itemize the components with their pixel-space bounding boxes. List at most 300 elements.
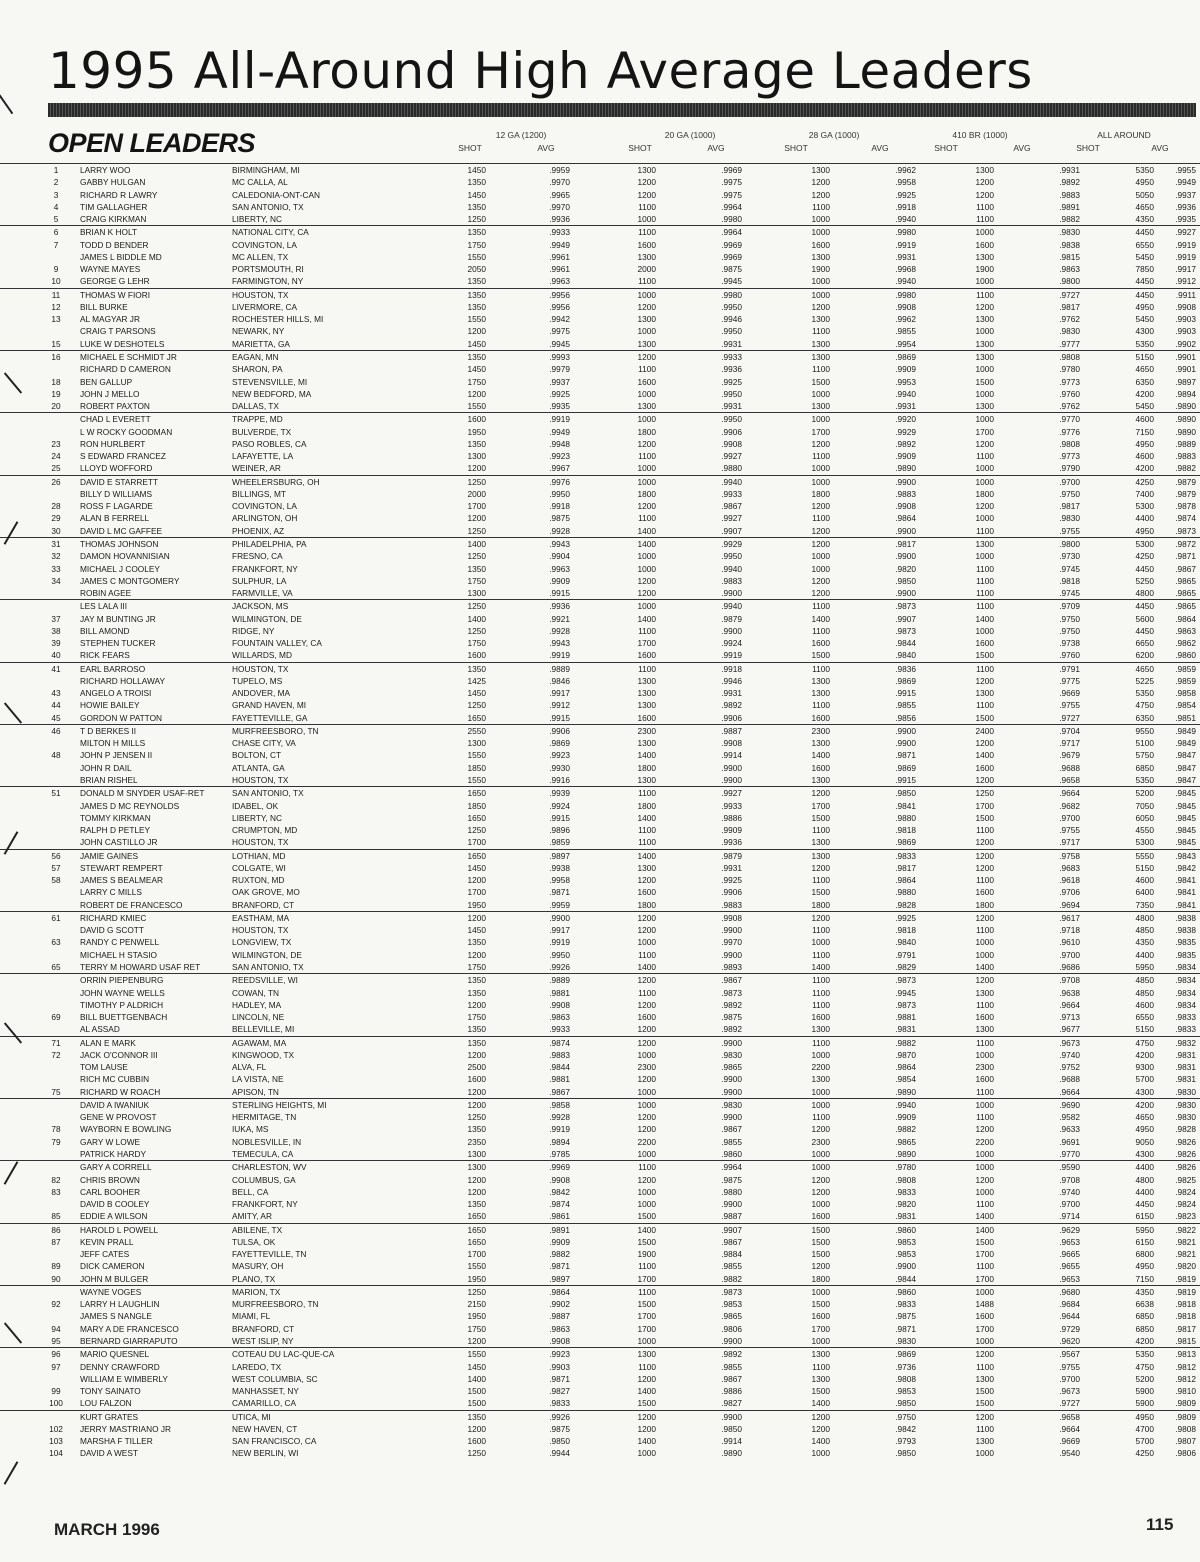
avg-12ga: .9919 bbox=[549, 414, 570, 425]
table-row bbox=[0, 239, 1200, 251]
hometown: LIBERTY, NC bbox=[232, 812, 282, 823]
table-row bbox=[0, 325, 1200, 337]
avg-28ga: .9841 bbox=[895, 800, 916, 811]
shot-28ga: 1400 bbox=[811, 1436, 830, 1447]
avg-12ga: .9919 bbox=[549, 937, 570, 948]
rank: 94 bbox=[51, 1323, 61, 1334]
avg-28ga: .9883 bbox=[895, 488, 916, 499]
row-group bbox=[0, 475, 1200, 537]
avg-all-around: .9831 bbox=[1175, 1062, 1196, 1073]
shot-20ga: 1200 bbox=[637, 1112, 656, 1123]
shot-12ga: 1700 bbox=[467, 501, 486, 512]
hometown: AGAWAM, MA bbox=[232, 1037, 287, 1048]
shot-20ga: 1200 bbox=[637, 438, 656, 449]
shot-28ga: 1000 bbox=[811, 227, 830, 238]
avg-all-around: .9808 bbox=[1175, 1423, 1196, 1434]
hometown: FRANKFORT, NY bbox=[232, 563, 298, 574]
margin-mark bbox=[0, 92, 13, 114]
avg-410br: .9883 bbox=[1059, 189, 1080, 200]
shooter-name: MICHAEL E SCHMIDT JR bbox=[80, 351, 177, 362]
table-row bbox=[0, 663, 1200, 675]
shot-12ga: 1550 bbox=[467, 1349, 486, 1360]
shot-all-around: 4650 bbox=[1135, 364, 1154, 375]
avg-28ga: .9864 bbox=[895, 875, 916, 886]
hometown: CAMARILLO, CA bbox=[232, 1398, 297, 1409]
shot-12ga: 1350 bbox=[467, 1024, 486, 1035]
avg-20ga: .9900 bbox=[721, 925, 742, 936]
shot-12ga: 1350 bbox=[467, 1037, 486, 1048]
hometown: PHILADELPHIA, PA bbox=[232, 538, 307, 549]
avg-28ga: .9853 bbox=[895, 1236, 916, 1247]
avg-20ga: .9908 bbox=[721, 438, 742, 449]
shooter-name: JAMES D MC REYNOLDS bbox=[80, 800, 180, 811]
hometown: PORTSMOUTH, RI bbox=[232, 264, 304, 275]
shot-all-around: 6350 bbox=[1135, 376, 1154, 387]
shot-12ga: 1200 bbox=[467, 999, 486, 1010]
avg-12ga: .9842 bbox=[549, 1186, 570, 1197]
shot-12ga: 1200 bbox=[467, 1335, 486, 1346]
avg-12ga: .9944 bbox=[549, 1448, 570, 1459]
avg-410br: .9590 bbox=[1059, 1162, 1080, 1173]
shot-410br: 1100 bbox=[976, 1037, 994, 1048]
shot-12ga: 1350 bbox=[467, 1124, 486, 1135]
shooter-name: GEORGE G LEHR bbox=[80, 276, 150, 287]
table-row bbox=[0, 275, 1200, 287]
table-row bbox=[0, 924, 1200, 936]
avg-28ga: .9892 bbox=[895, 438, 916, 449]
avg-12ga: .9858 bbox=[549, 1099, 570, 1110]
shot-20ga: 1200 bbox=[637, 875, 656, 886]
shot-12ga: 1450 bbox=[467, 338, 486, 349]
avg-28ga: .9830 bbox=[895, 1335, 916, 1346]
shot-410br: 1100 bbox=[976, 1199, 994, 1210]
table-row bbox=[0, 800, 1200, 812]
table-row bbox=[0, 338, 1200, 350]
shot-all-around: 6550 bbox=[1135, 239, 1154, 250]
avg-410br: .9750 bbox=[1059, 613, 1080, 624]
table-row bbox=[0, 525, 1200, 537]
shot-12ga: 1750 bbox=[467, 1012, 486, 1023]
shooter-name: DAVID L MC GAFFEE bbox=[80, 525, 163, 536]
shot-all-around: 4350 bbox=[1135, 1286, 1154, 1297]
page-number: 115 bbox=[1146, 1515, 1174, 1534]
hometown: LAFAYETTE, LA bbox=[232, 451, 294, 462]
shooter-name: DAMON HOVANNISIAN bbox=[80, 551, 170, 562]
avg-20ga: .9969 bbox=[721, 165, 742, 175]
shooter-name: JAMES C MONTGOMERY bbox=[80, 575, 180, 586]
shot-all-around: 9050 bbox=[1135, 1136, 1154, 1147]
avg-20ga: .9975 bbox=[721, 189, 742, 200]
shooter-name: THOMAS JOHNSON bbox=[80, 538, 159, 549]
shooter-name: LARRY WOO bbox=[80, 165, 131, 175]
avg-28ga: .9817 bbox=[895, 862, 916, 873]
shot-410br: 1800 bbox=[975, 488, 994, 499]
rank: 100 bbox=[49, 1398, 63, 1409]
shot-12ga: 1550 bbox=[467, 401, 486, 412]
avg-20ga: .9867 bbox=[721, 1373, 742, 1384]
avg-410br: .9673 bbox=[1059, 1386, 1080, 1397]
avg-all-around: .9831 bbox=[1175, 1074, 1196, 1085]
avg-20ga: .9931 bbox=[721, 401, 742, 412]
avg-all-around: .9865 bbox=[1175, 588, 1196, 599]
avg-12ga: .9891 bbox=[549, 1224, 570, 1235]
shot-410br: 1300 bbox=[975, 251, 994, 262]
avg-20ga: .9927 bbox=[721, 451, 742, 462]
avg-12ga: .9919 bbox=[549, 650, 570, 661]
shooter-name: TIM GALLAGHER bbox=[80, 201, 148, 212]
shot-410br: 1100 bbox=[976, 588, 994, 599]
avg-28ga: .9940 bbox=[895, 1099, 916, 1110]
shooter-name: JAMES S BEALMEAR bbox=[80, 875, 163, 886]
table-row bbox=[0, 1385, 1200, 1397]
shooter-name: JEFF CATES bbox=[80, 1249, 130, 1260]
avg-410br: .9750 bbox=[1059, 625, 1080, 636]
avg-28ga: .9875 bbox=[895, 1311, 916, 1322]
shot-all-around: 4800 bbox=[1135, 588, 1154, 599]
shooter-name: JOHN CASTILLO JR bbox=[80, 837, 158, 848]
avg-12ga: .9976 bbox=[549, 476, 570, 487]
table-row bbox=[0, 476, 1200, 488]
avg-20ga: .9931 bbox=[721, 862, 742, 873]
shot-28ga: 1200 bbox=[811, 788, 830, 799]
shot-28ga: 1100 bbox=[812, 1037, 830, 1048]
avg-410br: .9708 bbox=[1059, 1174, 1080, 1185]
row-group bbox=[0, 1036, 1200, 1098]
hometown: FOUNTAIN VALLEY, CA bbox=[232, 638, 322, 649]
col-header-shot: SHOT bbox=[784, 143, 808, 153]
avg-410br: .9653 bbox=[1059, 1273, 1080, 1284]
hometown: LA VISTA, NE bbox=[232, 1074, 284, 1085]
avg-28ga: .9882 bbox=[895, 1124, 916, 1135]
rank: 90 bbox=[51, 1273, 61, 1284]
shooter-name: JOHN M BULGER bbox=[80, 1273, 149, 1284]
avg-20ga: .9925 bbox=[721, 376, 742, 387]
avg-20ga: .9883 bbox=[721, 575, 742, 586]
rank: 79 bbox=[51, 1136, 61, 1147]
table-row bbox=[0, 1273, 1200, 1285]
avg-28ga: .9871 bbox=[895, 1323, 916, 1334]
hometown: COLGATE, WI bbox=[232, 862, 286, 873]
hometown: ANDOVER, MA bbox=[232, 688, 291, 699]
shot-20ga: 1300 bbox=[637, 1349, 656, 1360]
shot-28ga: 1600 bbox=[811, 1012, 830, 1023]
avg-28ga: .9881 bbox=[895, 1012, 916, 1023]
table-row bbox=[0, 1011, 1200, 1023]
shot-20ga: 1600 bbox=[637, 650, 656, 661]
avg-12ga: .9908 bbox=[549, 1335, 570, 1346]
avg-all-around: .9911 bbox=[1175, 289, 1196, 300]
hometown: TULSA, OK bbox=[232, 1236, 276, 1247]
shot-410br: 1000 bbox=[975, 1162, 994, 1173]
shot-410br: 1000 bbox=[975, 513, 994, 524]
shot-20ga: 1700 bbox=[637, 1273, 656, 1284]
column-group-410br: 410 BR (1000) bbox=[952, 130, 1008, 140]
rank: 20 bbox=[51, 401, 61, 412]
shot-all-around: 6150 bbox=[1135, 1236, 1154, 1247]
shot-20ga: 1300 bbox=[637, 675, 656, 686]
avg-20ga: .9946 bbox=[721, 675, 742, 686]
shot-410br: 2200 bbox=[975, 1136, 994, 1147]
shot-all-around: 5100 bbox=[1135, 738, 1154, 749]
avg-410br: .9709 bbox=[1059, 601, 1080, 612]
avg-20ga: .9886 bbox=[721, 812, 742, 823]
avg-28ga: .9833 bbox=[895, 1299, 916, 1310]
avg-all-around: .9912 bbox=[1175, 276, 1196, 287]
shooter-name: GORDON W PATTON bbox=[80, 712, 163, 723]
avg-410br: .9773 bbox=[1059, 376, 1080, 387]
rank: 48 bbox=[51, 750, 61, 761]
table-row bbox=[0, 1286, 1200, 1298]
shooter-name: BRIAN RISHEL bbox=[80, 775, 138, 786]
col-header-shot: SHOT bbox=[628, 143, 652, 153]
row-group bbox=[0, 1223, 1200, 1285]
avg-all-around: .9873 bbox=[1175, 525, 1196, 536]
shot-12ga: 1450 bbox=[467, 862, 486, 873]
rank: 83 bbox=[51, 1186, 61, 1197]
shot-28ga: 1900 bbox=[811, 264, 830, 275]
shot-12ga: 1350 bbox=[467, 301, 486, 312]
avg-28ga: .9968 bbox=[895, 264, 916, 275]
shot-20ga: 1100 bbox=[638, 837, 656, 848]
shot-410br: 1200 bbox=[975, 775, 994, 786]
hometown: LINCOLN, NE bbox=[232, 1012, 285, 1023]
table-row bbox=[0, 1161, 1200, 1173]
hometown: EAGAN, MN bbox=[232, 351, 279, 362]
avg-28ga: .9900 bbox=[895, 525, 916, 536]
shot-20ga: 1800 bbox=[637, 762, 656, 773]
avg-28ga: .9869 bbox=[895, 837, 916, 848]
avg-410br: .9718 bbox=[1059, 925, 1080, 936]
shot-410br: 1500 bbox=[975, 1386, 994, 1397]
hometown: FAYETTEVILLE, GA bbox=[232, 712, 308, 723]
avg-all-around: .9831 bbox=[1175, 1049, 1196, 1060]
table-row bbox=[0, 999, 1200, 1011]
table-row bbox=[0, 575, 1200, 587]
avg-28ga: .9793 bbox=[895, 1436, 916, 1447]
avg-20ga: .9933 bbox=[721, 488, 742, 499]
avg-410br: .9680 bbox=[1059, 1286, 1080, 1297]
shot-20ga: 1100 bbox=[638, 987, 656, 998]
avg-28ga: .9842 bbox=[895, 1423, 916, 1434]
avg-12ga: .9863 bbox=[549, 1012, 570, 1023]
shot-28ga: 1600 bbox=[811, 1311, 830, 1322]
avg-410br: .9700 bbox=[1059, 812, 1080, 823]
avg-410br: .9838 bbox=[1059, 239, 1080, 250]
shooter-name: ROBERT PAXTON bbox=[80, 401, 150, 412]
shot-410br: 1000 bbox=[975, 625, 994, 636]
shooter-name: GABBY HULGAN bbox=[80, 177, 146, 188]
shot-all-around: 4950 bbox=[1135, 525, 1154, 536]
shot-12ga: 2500 bbox=[467, 1062, 486, 1073]
shot-12ga: 1350 bbox=[467, 276, 486, 287]
shot-all-around: 4950 bbox=[1135, 1124, 1154, 1135]
avg-28ga: .9818 bbox=[895, 825, 916, 836]
shot-20ga: 1000 bbox=[637, 563, 656, 574]
avg-20ga: .9940 bbox=[721, 563, 742, 574]
avg-12ga: .9948 bbox=[549, 438, 570, 449]
avg-all-around: .9824 bbox=[1175, 1186, 1196, 1197]
hometown: FRESNO, CA bbox=[232, 551, 283, 562]
table-row bbox=[0, 874, 1200, 886]
shot-all-around: 4600 bbox=[1135, 875, 1154, 886]
hometown: STERLING HEIGHTS, MI bbox=[232, 1099, 327, 1110]
shot-all-around: 4550 bbox=[1135, 825, 1154, 836]
table-row bbox=[0, 649, 1200, 661]
avg-12ga: .9950 bbox=[549, 949, 570, 960]
shot-20ga: 1000 bbox=[637, 289, 656, 300]
shot-all-around: 6050 bbox=[1135, 812, 1154, 823]
shooter-name: LARRY H LAUGHLIN bbox=[80, 1299, 160, 1310]
shot-20ga: 1200 bbox=[637, 1024, 656, 1035]
shot-410br: 1300 bbox=[975, 351, 994, 362]
shooter-name: BILL BURKE bbox=[80, 301, 128, 312]
shooter-name: JERRY MASTRIANO JR bbox=[80, 1423, 171, 1434]
shot-28ga: 1300 bbox=[811, 775, 830, 786]
shot-28ga: 1500 bbox=[811, 1386, 830, 1397]
shot-12ga: 1250 bbox=[467, 825, 486, 836]
shot-410br: 1200 bbox=[975, 837, 994, 848]
avg-28ga: .9909 bbox=[895, 364, 916, 375]
shot-12ga: 1300 bbox=[467, 1162, 486, 1173]
shooter-name: KURT GRATES bbox=[80, 1411, 139, 1422]
rank: 89 bbox=[51, 1261, 61, 1272]
shot-28ga: 1000 bbox=[811, 1199, 830, 1210]
avg-410br: .9717 bbox=[1059, 837, 1080, 848]
shot-28ga: 1600 bbox=[811, 712, 830, 723]
avg-all-around: .9874 bbox=[1175, 513, 1196, 524]
shot-410br: 1100 bbox=[976, 601, 994, 612]
shot-12ga: 1850 bbox=[467, 762, 486, 773]
avg-410br: .9760 bbox=[1059, 650, 1080, 661]
shot-all-around: 6850 bbox=[1135, 1311, 1154, 1322]
shot-12ga: 1300 bbox=[467, 738, 486, 749]
table-row bbox=[0, 1248, 1200, 1260]
shot-12ga: 1400 bbox=[467, 1373, 486, 1384]
avg-all-around: .9834 bbox=[1175, 999, 1196, 1010]
shot-20ga: 1000 bbox=[637, 551, 656, 562]
shot-12ga: 2000 bbox=[467, 488, 486, 499]
avg-all-around: .9835 bbox=[1175, 949, 1196, 960]
shot-410br: 1700 bbox=[975, 800, 994, 811]
shot-20ga: 1200 bbox=[637, 1074, 656, 1085]
table-row bbox=[0, 512, 1200, 524]
shot-410br: 1488 bbox=[975, 1299, 994, 1310]
avg-all-around: .9819 bbox=[1175, 1286, 1196, 1297]
shot-all-around: 4650 bbox=[1135, 1112, 1154, 1123]
table-row bbox=[0, 886, 1200, 898]
avg-12ga: .9967 bbox=[549, 463, 570, 474]
shot-12ga: 1350 bbox=[467, 987, 486, 998]
shot-410br: 1300 bbox=[975, 165, 994, 175]
avg-410br: .9777 bbox=[1059, 338, 1080, 349]
hometown: NATIONAL CITY, CA bbox=[232, 227, 309, 238]
avg-all-around: .9833 bbox=[1175, 1024, 1196, 1035]
shot-all-around: 5450 bbox=[1135, 401, 1154, 412]
shot-410br: 1700 bbox=[975, 1249, 994, 1260]
avg-20ga: .9906 bbox=[721, 426, 742, 437]
shot-28ga: 1200 bbox=[811, 1174, 830, 1185]
shot-all-around: 5350 bbox=[1135, 1349, 1154, 1360]
shot-20ga: 1300 bbox=[637, 251, 656, 262]
table-row bbox=[0, 675, 1200, 687]
hometown: SAN FRANCISCO, CA bbox=[232, 1436, 317, 1447]
table-row bbox=[0, 936, 1200, 948]
hometown: HOUSTON, TX bbox=[232, 289, 289, 300]
hometown: OAK GROVE, MO bbox=[232, 887, 300, 898]
avg-12ga: .9965 bbox=[549, 189, 570, 200]
shooter-name: STEWART REMPERT bbox=[80, 862, 163, 873]
shooter-name: DAVID A IWANIUK bbox=[80, 1099, 150, 1110]
col-header-avg: AVG bbox=[871, 143, 889, 153]
avg-all-around: .9841 bbox=[1175, 887, 1196, 898]
avg-410br: .9727 bbox=[1059, 1398, 1080, 1409]
col-header-avg: AVG bbox=[707, 143, 725, 153]
avg-all-around: .9917 bbox=[1175, 264, 1196, 275]
avg-20ga: .9880 bbox=[721, 463, 742, 474]
avg-all-around: .9859 bbox=[1175, 663, 1196, 674]
hometown: LIBERTY, NC bbox=[232, 214, 282, 225]
avg-all-around: .9897 bbox=[1175, 376, 1196, 387]
avg-all-around: .9903 bbox=[1175, 326, 1196, 337]
avg-410br: .9688 bbox=[1059, 1074, 1080, 1085]
avg-12ga: .9918 bbox=[549, 501, 570, 512]
avg-12ga: .9881 bbox=[549, 987, 570, 998]
shot-12ga: 1650 bbox=[467, 850, 486, 861]
column-group-all-around: ALL AROUND bbox=[1097, 130, 1151, 140]
avg-28ga: .9920 bbox=[895, 414, 916, 425]
rank: 11 bbox=[51, 289, 61, 300]
avg-28ga: .9864 bbox=[895, 513, 916, 524]
avg-12ga: .9850 bbox=[549, 1436, 570, 1447]
avg-28ga: .9831 bbox=[895, 1024, 916, 1035]
table-row bbox=[0, 363, 1200, 375]
shot-28ga: 1500 bbox=[811, 376, 830, 387]
margin-mark bbox=[4, 1461, 19, 1485]
hometown: WEST COLUMBIA, SC bbox=[232, 1373, 318, 1384]
avg-20ga: .9945 bbox=[721, 276, 742, 287]
shot-410br: 1300 bbox=[975, 688, 994, 699]
rank: 5 bbox=[53, 214, 59, 225]
avg-28ga: .9962 bbox=[895, 165, 916, 175]
avg-all-around: .9809 bbox=[1175, 1411, 1196, 1422]
rank: 46 bbox=[51, 725, 61, 736]
rank: 40 bbox=[51, 650, 61, 661]
shot-all-around: 7050 bbox=[1135, 800, 1154, 811]
shot-all-around: 5750 bbox=[1135, 750, 1154, 761]
shot-all-around: 7350 bbox=[1135, 899, 1154, 910]
shot-12ga: 1650 bbox=[467, 812, 486, 823]
shot-all-around: 4750 bbox=[1135, 1037, 1154, 1048]
row-group bbox=[0, 599, 1200, 661]
shot-20ga: 1100 bbox=[638, 1261, 656, 1272]
shooter-name: BERNARD GIARRAPUTO bbox=[80, 1335, 178, 1346]
shooter-name: RON HURLBERT bbox=[80, 438, 146, 449]
avg-12ga: .9938 bbox=[549, 862, 570, 873]
avg-20ga: .9900 bbox=[721, 1112, 742, 1123]
shot-28ga: 1600 bbox=[811, 239, 830, 250]
shot-28ga: 1300 bbox=[811, 850, 830, 861]
shot-12ga: 1750 bbox=[467, 638, 486, 649]
avg-20ga: .9900 bbox=[721, 1199, 742, 1210]
table-row bbox=[0, 1037, 1200, 1049]
avg-12ga: .9889 bbox=[549, 975, 570, 986]
shot-12ga: 1550 bbox=[467, 775, 486, 786]
hometown: BELLEVILLE, MI bbox=[232, 1024, 295, 1035]
shot-28ga: 1200 bbox=[811, 538, 830, 549]
table-row bbox=[0, 1447, 1200, 1459]
shot-20ga: 1300 bbox=[637, 401, 656, 412]
shot-all-around: 4850 bbox=[1135, 987, 1154, 998]
